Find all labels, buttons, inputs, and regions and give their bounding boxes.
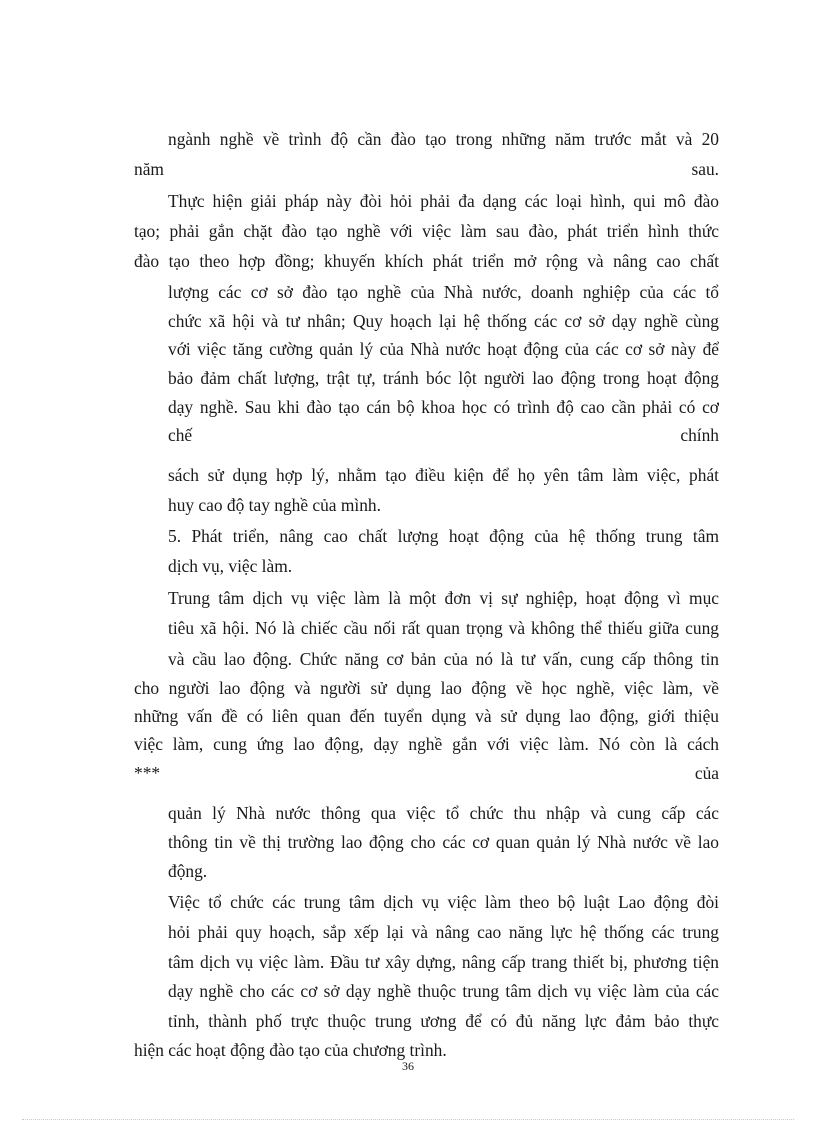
text-line: với việc tăng cường quản lý của Nhà nước hoạt động của các cơ sở này để	[168, 339, 719, 359]
text-line: bảo đảm chất lượng, trật tự, tránh bóc lột người lao động trong hoạt động	[168, 368, 719, 388]
text-line: cho người lao động và người sử dụng lao động về học nghề, việc làm, về	[134, 678, 719, 698]
text-line: sách sử dụng hợp lý, nhằm tạo điều kiện để họ yên tâm làm việc, phát	[168, 465, 719, 485]
page-number: 36	[402, 1059, 414, 1073]
text-line: đào tạo theo hợp đồng; khuyến khích phát triển mở rộng và nâng cao chất	[134, 251, 719, 271]
text-line: *** của	[134, 763, 719, 783]
text-line: dạy nghề. Sau khi đào tạo cán bộ khoa học có trình độ cao cần phải có cơ	[168, 397, 719, 417]
text-line: ngành nghề về trình độ cần đào tạo trong những năm trước mắt và 20	[168, 129, 719, 149]
text-line: tâm dịch vụ việc làm. Đầu tư xây dựng, nâng cấp trang thiết bị, phương tiện	[168, 952, 719, 972]
text-line: chức xã hội và tư nhân; Quy hoạch lại hệ thống các cơ sở dạy nghề cùng	[168, 311, 719, 331]
text-line: dịch vụ, việc làm.	[168, 556, 293, 576]
text-line: quản lý Nhà nước thông qua việc tổ chức thu nhập và cung cấp các	[168, 803, 719, 823]
text-line: tạo; phải gắn chặt đào tạo nghề với việc làm sau đào, phát triển hình thức	[134, 221, 719, 241]
text-line: 5. Phát triển, nâng cao chất lượng hoạt động của hệ thống trung tâm	[168, 526, 719, 546]
text-line: lượng các cơ sở đào tạo nghề của Nhà nước, doanh nghiệp của các tổ	[168, 282, 719, 302]
text-line: động.	[168, 861, 208, 881]
text-line: hiện các hoạt động đào tạo của chương trình.	[134, 1040, 447, 1060]
text-line: thông tin về thị trường lao động cho các cơ quan quản lý Nhà nước về lao	[168, 832, 719, 852]
text-line: Việc tổ chức các trung tâm dịch vụ việc làm theo bộ luật Lao động đòi	[168, 892, 719, 912]
text-line: việc làm, cung ứng lao động, dạy nghề gắn với việc làm. Nó còn là cách	[134, 734, 719, 754]
text-line: và cầu lao động. Chức năng cơ bản của nó là tư vấn, cung cấp thông tin	[168, 649, 719, 669]
footer-divider	[22, 1119, 794, 1120]
text-line: tiêu xã hội. Nó là chiếc cầu nối rất quan trọng và không thể thiếu giữa cung	[168, 618, 719, 638]
text-line: dạy nghề cho các cơ sở dạy nghề thuộc trung tâm dịch vụ việc làm của các	[168, 981, 719, 1001]
text-line: huy cao độ tay nghề của mình.	[168, 495, 381, 515]
text-line: Thực hiện giải pháp này đòi hỏi phải đa dạng các loại hình, qui mô đào	[168, 191, 719, 211]
text-line: hỏi phải quy hoạch, sắp xếp lại và nâng cao năng lực hệ thống các trung	[168, 922, 719, 942]
text-line: năm sau.	[134, 159, 719, 179]
text-line: tỉnh, thành phố trực thuộc trung ương để có đủ năng lực đảm bảo thực	[168, 1011, 719, 1031]
text-line: chế chính	[168, 425, 719, 445]
text-line: những vấn đề có liên quan đến tuyển dụng và sử dụng lao động, giới thiệu	[134, 706, 719, 726]
text-line: Trung tâm dịch vụ việc làm là một đơn vị sự nghiệp, hoạt động vì mục	[168, 588, 719, 608]
